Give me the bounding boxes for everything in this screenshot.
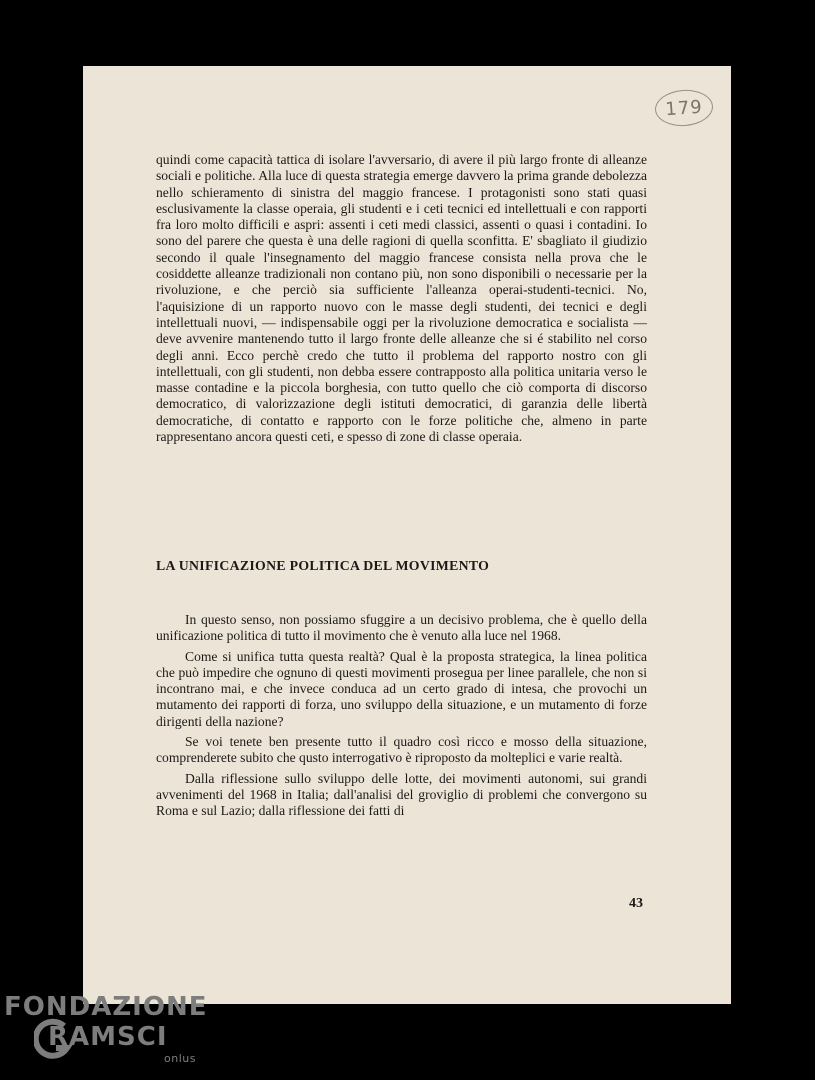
logo-line-2: RAMSCI <box>48 1022 168 1052</box>
logo-subtitle: onlus <box>164 1052 196 1065</box>
section-paragraph-2: Come si unifica tutta questa realtà? Qual è la proposta strategica, la linea politica che può impedire che ognuno di questi movimenti prosegua per linee parallele, che non si incontrano mai, e che invece conduca ad un certo grado di intesa, che provochi un mutamento dei rapporti di forza, uno sviluppo della situazione, e un mutamento di forze dirigenti della nazione? <box>156 648 647 729</box>
section-heading: LA UNIFICAZIONE POLITICA DEL MOVIMENTO <box>156 558 490 573</box>
logo-line-1: FONDAZIONE <box>4 992 208 1022</box>
section-paragraph-4: Dalla riflessione sullo sviluppo delle lotte, dei movimenti autonomi, sui grandi avvenimenti del 1968 in Italia; dall'analisi del groviglio di problemi che convergono su Roma e sul Lazio; dalla riflessione dei fatti di <box>156 770 647 819</box>
fondazione-gramsci-logo <box>4 992 214 1072</box>
archive-stamp-number: 179 <box>664 96 704 120</box>
archive-stamp <box>654 88 714 128</box>
body-paragraph-1 <box>156 152 647 445</box>
page-number: 43 <box>629 896 643 911</box>
section-paragraph-1: In questo senso, non possiamo sfuggire a un decisivo problema, che è quello della unificazione politica di tutto il movimento che è venuto alla luce nel 1968. <box>156 612 647 644</box>
section-body <box>156 612 647 824</box>
body-paragraph-1-text: quindi come capacità tattica di isolare l'avversario, di avere il più largo fronte di alleanze sociali e politiche. Alla luce di questa strategia emerge davvero la prima grande debolezza nello schieramento di sinistra del maggio francese. I protagonisti sono stati quasi esclusivamente la classe operaia, gli studenti e i ceti tecnici ed intellettuali e con rapporti fra loro molto difficili e aspri: assenti i ceti medi classici, assenti o quasi i contadini. Io sono del parere che questa è una delle ragioni di quella sconfitta. E' sbagliato il giudizio secondo il quale l'insegnamento del maggio francese consista nella prova che le cosiddette alleanze tradizionali non contano più, non sono disponibili o necessarie per la rivoluzione, e che perciò sia sufficiente l'alleanza operai-studenti-tecnici. No, l'aquisizione di un rapporto nuovo con le masse degli studenti, dei tecnici e degli intellettuali nuovi, — indispensabile oggi per la rivoluzione democratica e socialista — deve avvenire mantenendo tutto il largo fronte delle alleanze che si é stabilito nel corso degli anni. Ecco perchè credo che tutto il problema del rapporto nostro con gli intellettuali, con gli studenti, non debba essere contrapposto alla politica unitaria verso le masse contadine e la piccola borghesia, con tutto quello che ciò comporta di discorso democratico, di valorizzazione degli istituti democratici, di garanzia delle libertà democratiche, di contatto e rapporto con le forze politiche che, almeno in parte rappresentano ancora questi ceti, e spesso di zone di classe operaia. <box>156 152 647 445</box>
section-paragraph-3: Se voi tenete ben presente tutto il quadro così ricco e mosso della situazione, comprenderete subito che qusto interrogativo è riproposto da molteplici e varie realtà. <box>156 734 647 766</box>
document-page <box>83 66 731 1004</box>
